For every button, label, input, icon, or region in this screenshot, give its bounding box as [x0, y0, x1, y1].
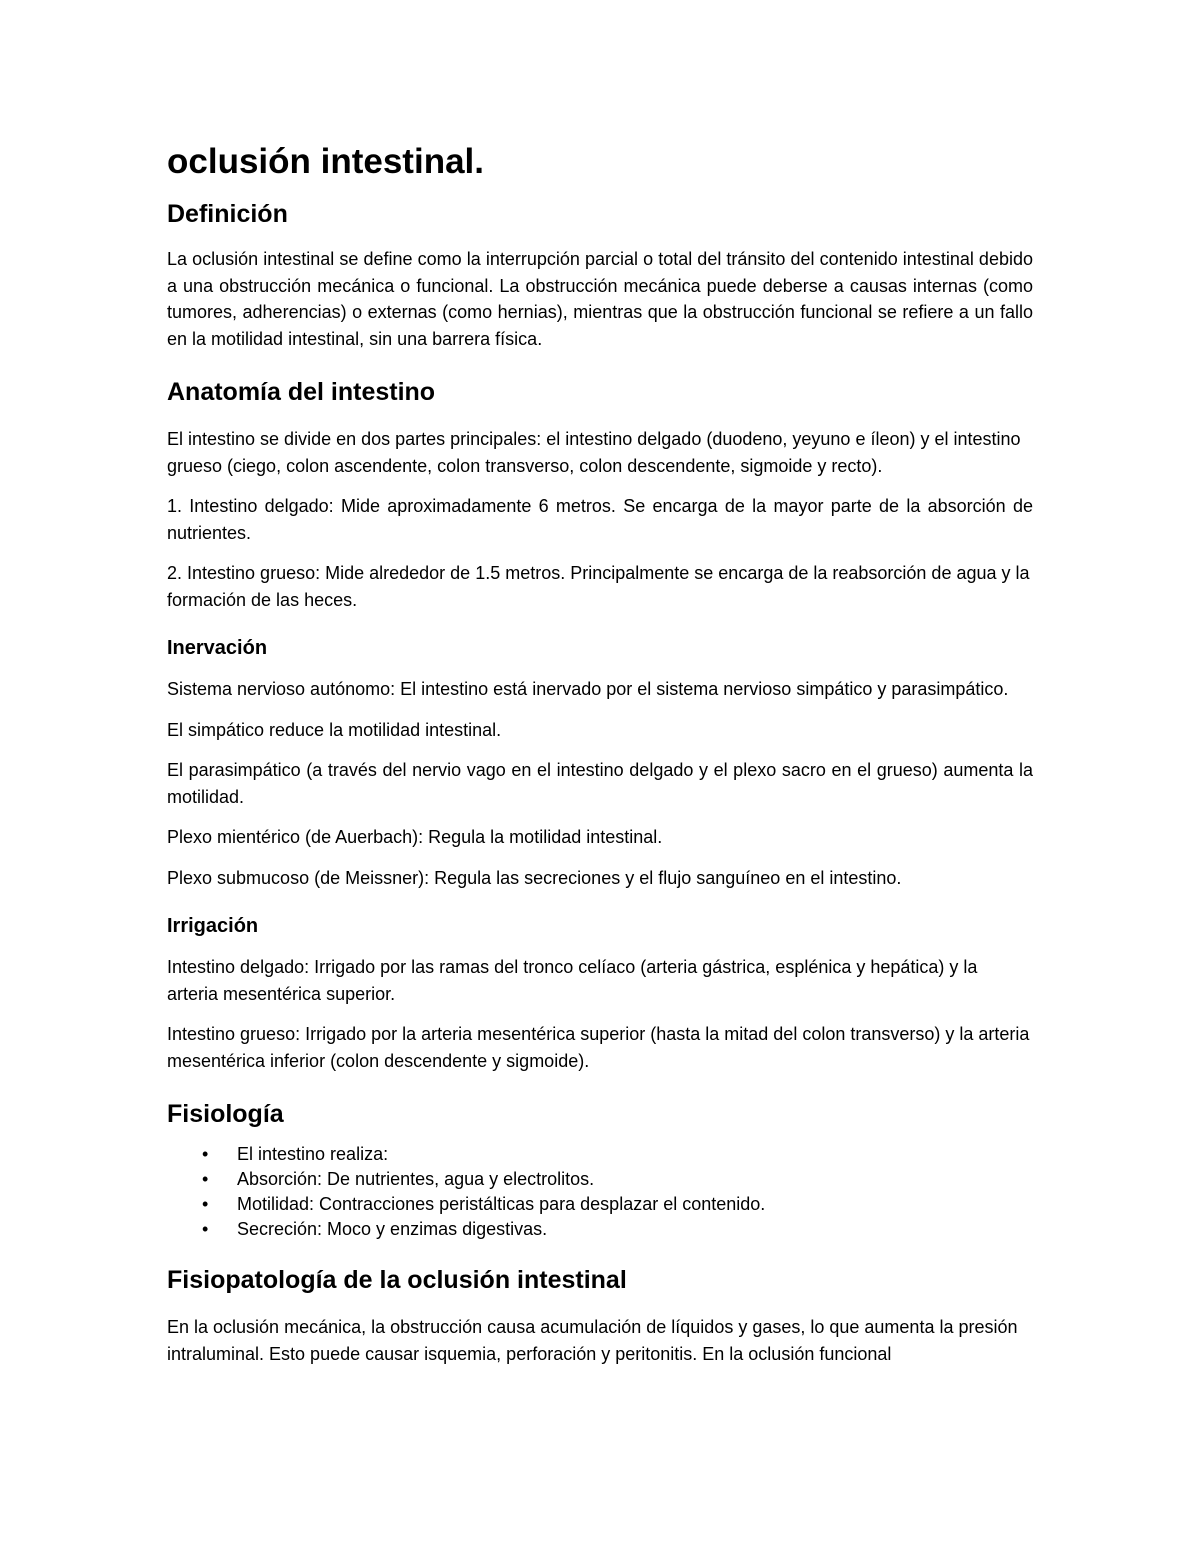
heading-definicion: Definición [167, 200, 288, 228]
paragraph-inervacion: El parasimpático (a través del nervio vago en el intestino delgado y el plexo sacro en el grueso) aumenta la motilidad. [167, 760, 1033, 807]
list-item: • El intestino realiza: [167, 1142, 1033, 1167]
fisiologia-list [167, 1142, 1033, 1242]
paragraph-anatomia-item2: 2. Intestino grueso: Mide alrededor de 1.5 metros. Principalmente se encarga de la reabsorción de agua y la formación de las heces. [167, 563, 1030, 610]
heading-anatomia: Anatomía del intestino [167, 378, 436, 406]
heading-fisiopatologia: Fisiopatología de la oclusión intestinal [167, 1266, 627, 1294]
paragraph-inervacion: El simpático reduce la motilidad intestinal. [167, 719, 502, 740]
list-item: • Secreción: Moco y enzimas digestivas. [167, 1217, 1033, 1242]
paragraph-irrigacion: Intestino delgado: Irrigado por las ramas del tronco celíaco (arteria gástrica, esplénica y hepática) y la arteria mesentérica superior. [167, 957, 978, 1004]
bullet-icon: • [202, 1219, 209, 1239]
paragraph-anatomia-intro: El intestino se divide en dos partes principales: el intestino delgado (duodeno, yeyuno e íleon) y el intestino grueso (ciego, colon ascendente, colon transverso, colon descendente, sigmoide y recto). [167, 429, 1021, 476]
heading-fisiologia: Fisiología [167, 1100, 284, 1128]
paragraph-inervacion: Sistema nervioso autónomo: El intestino está inervado por el sistema nervioso simpático y parasimpático. [167, 679, 1009, 699]
paragraph-irrigacion: Intestino grueso: Irrigado por la arteria mesentérica superior (hasta la mitad del colon transverso) y la arteria mesentérica inferior (colon descendente y sigmoide). [167, 1024, 1030, 1071]
list-item: • Motilidad: Contracciones peristálticas para desplazar el contenido. [167, 1192, 1033, 1217]
document-page [167, 130, 1033, 1381]
paragraph-inervacion: Plexo mientérico (de Auerbach): Regula la motilidad intestinal. [167, 827, 663, 847]
bullet-icon: • [202, 1194, 209, 1214]
paragraph-definicion: La oclusión intestinal se define como la interrupción parcial o total del tránsito del contenido intestinal debido a una obstrucción mecánica o funcional. La obstrucción mecánica puede deberse a causas internas (como tumores, adherencias) o externas (como hernias), mientras que la obstrucción funcional se refiere a un fallo en la motilidad intestinal, sin una barrera física. [167, 249, 1033, 349]
list-item: • Absorción: De nutrientes, agua y electrolitos. [167, 1167, 1033, 1192]
paragraph-inervacion: Plexo submucoso (de Meissner): Regula las secreciones y el flujo sanguíneo en el intestino. [167, 867, 902, 888]
document-title: oclusión intestinal. [167, 142, 484, 181]
heading-inervacion: Inervación [167, 637, 268, 659]
heading-irrigacion: Irrigación [167, 915, 259, 937]
paragraph-anatomia-item1: 1. Intestino delgado: Mide aproximadamente 6 metros. Se encarga de la mayor parte de la absorción de nutrientes. [167, 496, 1033, 543]
bullet-icon: • [202, 1144, 209, 1164]
paragraph-fisiopatologia: En la oclusión mecánica, la obstrucción causa acumulación de líquidos y gases, lo que aumenta la presión intraluminal. Esto puede causar isquemia, perforación y peritonitis. En la oclusión funcional [167, 1317, 1018, 1364]
bullet-icon: • [202, 1169, 209, 1189]
